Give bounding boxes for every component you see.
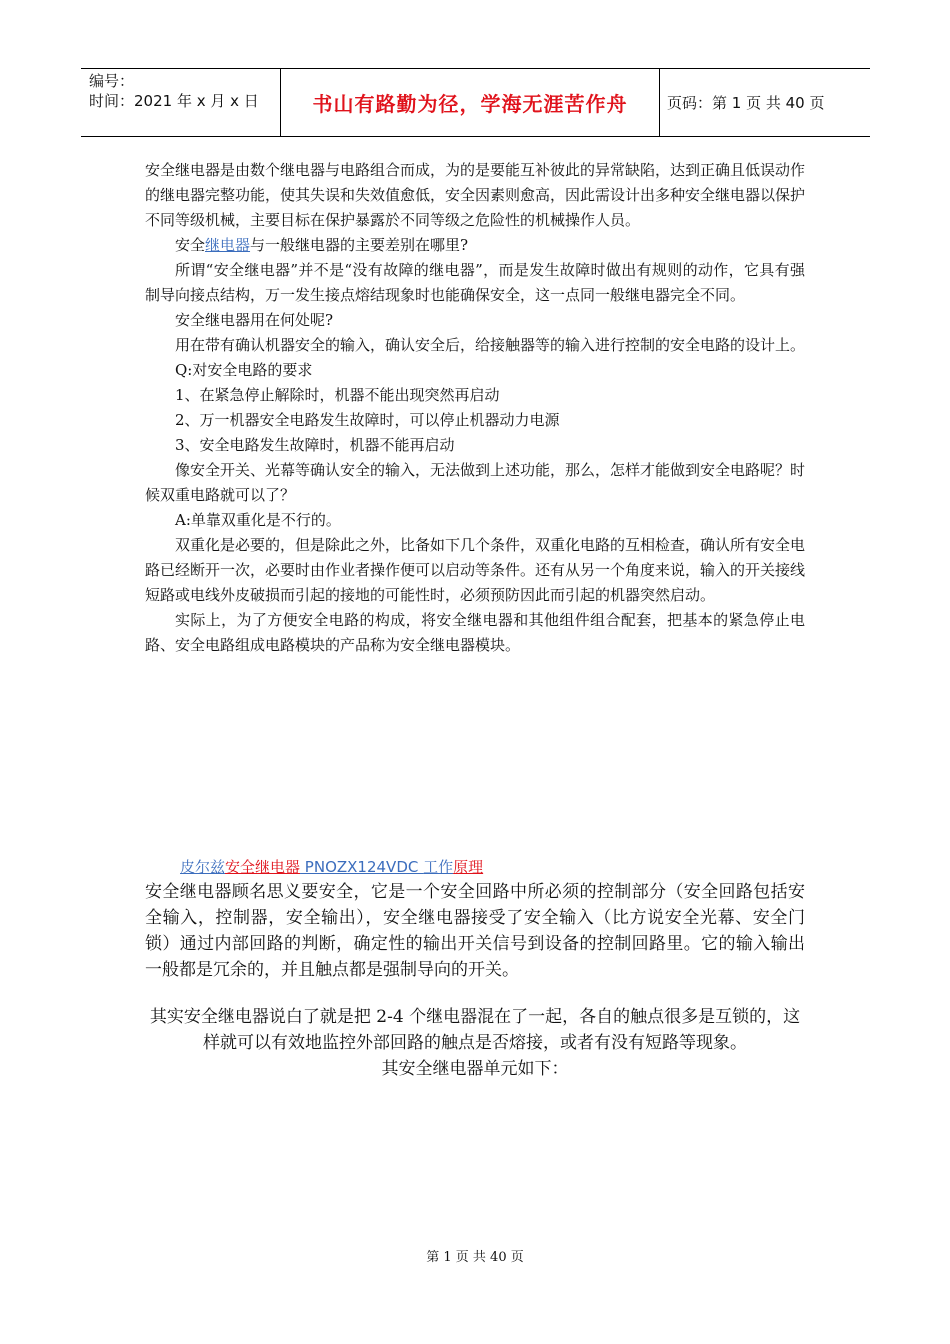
paragraph: 安全继电器顾名思义要安全，它是一个安全回路中所必须的控制部分（安全回路包括安全输入，控制器，安全输出），安全继电器接受了安全输入（比方说安全光幕、安全门锁）通过内部回路的判断，确定性的输出开关信号到设备的控制回路里。它的输入输出一般都是冗余的，并且触点都是强制导向的开关。 [145, 882, 805, 980]
paragraph: 其安全继电器单元如下： [381, 1059, 569, 1079]
list-item: 3、安全电路发生故障时，机器不能再启动 [175, 436, 455, 454]
closing-section [145, 1004, 805, 1082]
paragraph: 用在带有确认机器安全的输入，确认安全后，给接触器等的输入进行控制的安全电路的设计上。 [175, 336, 806, 354]
main-text-section [145, 158, 805, 658]
paragraph: 像安全开关、光幕等确认安全的输入，无法做到上述功能，那么，怎样才能做到安全电路呢？时候双重电路就可以了？ [145, 461, 806, 504]
paragraph: 所谓“安全继电器”并不是“没有故障的继电器”，而是发生故障时做出有规则的动作，它具有强制导向接点结构，万一发生接点熔结现象时也能确保安全，这一点同一般继电器完全不同。 [145, 261, 805, 304]
document-number-label: 编号： [89, 72, 135, 90]
page-header [81, 68, 870, 137]
text-fragment: 与一般继电器的主要差别在哪里? [250, 236, 469, 254]
paragraph: 安全继电器是由数个继电器与电路组合而成，为的是要能互补彼此的异常缺陷，达到正确且低误动作的继电器完整功能，使其失误和失效值愈低，安全因素则愈高，因此需设计出多种安全继电器以保护不同等级机械，主要目标在保护暴露於不同等级之危险性的机械操作人员。 [145, 161, 806, 229]
safety-relay-link[interactable]: 安全继电器 [225, 858, 301, 876]
pilz-link[interactable]: 皮尔兹 [180, 858, 226, 876]
principle-link[interactable]: 原理 [453, 858, 484, 876]
page-footer: 第 1 页 共 40 页 [426, 1250, 524, 1265]
work-link[interactable]: 工作 [423, 858, 454, 876]
list-item: 1、在紧急停止解除时，机器不能出现突然再启动 [175, 386, 500, 404]
question-heading: 安全继电器用在何处呢? [175, 311, 334, 329]
header-motto: 书山有路勤为径，学海无涯苦作舟 [281, 69, 660, 136]
section-title [180, 856, 483, 878]
relay-link[interactable]: 继电器 [205, 236, 251, 254]
paragraph: 其实安全继电器说白了就是把 2-4 个继电器混在了一起，各自的触点很多是互锁的，这样就可以有效地监控外部回路的触点是否熔接，或者有没有短路等现象。 [149, 1007, 801, 1053]
text-fragment: 安全 [175, 236, 206, 254]
question-heading [145, 233, 805, 258]
model-link[interactable]: PNOZX124VDC [300, 858, 424, 876]
header-meta [81, 69, 281, 136]
answer-heading: A:单靠双重化是不行的。 [175, 511, 341, 529]
paragraph: 双重化是必要的，但是除此之外，比备如下几个条件，双重化电路的互相检查，确认所有安全电路已经断开一次，必要时由作业者操作便可以启动等条件。还有从另一个角度来说，输入的开关接线短路或电线外皮破损而引起的接地的可能性时，必须预防因此而引起的机器突然启动。 [145, 536, 806, 604]
list-item: 2、万一机器安全电路发生故障时，可以停止机器动力电源 [175, 411, 560, 429]
document-date-label: 时间：2021 年 x 月 x 日 [89, 92, 259, 110]
header-page-info: 页码：第 1 页 共 40 页 [667, 94, 825, 112]
paragraph: 实际上，为了方便安全电路的构成，将安全继电器和其他组件组合配套，把基本的紧急停止电路、安全电路组成电路模块的产品称为安全继电器模块。 [145, 611, 805, 654]
question-heading: Q:对安全电路的要求 [175, 361, 313, 379]
